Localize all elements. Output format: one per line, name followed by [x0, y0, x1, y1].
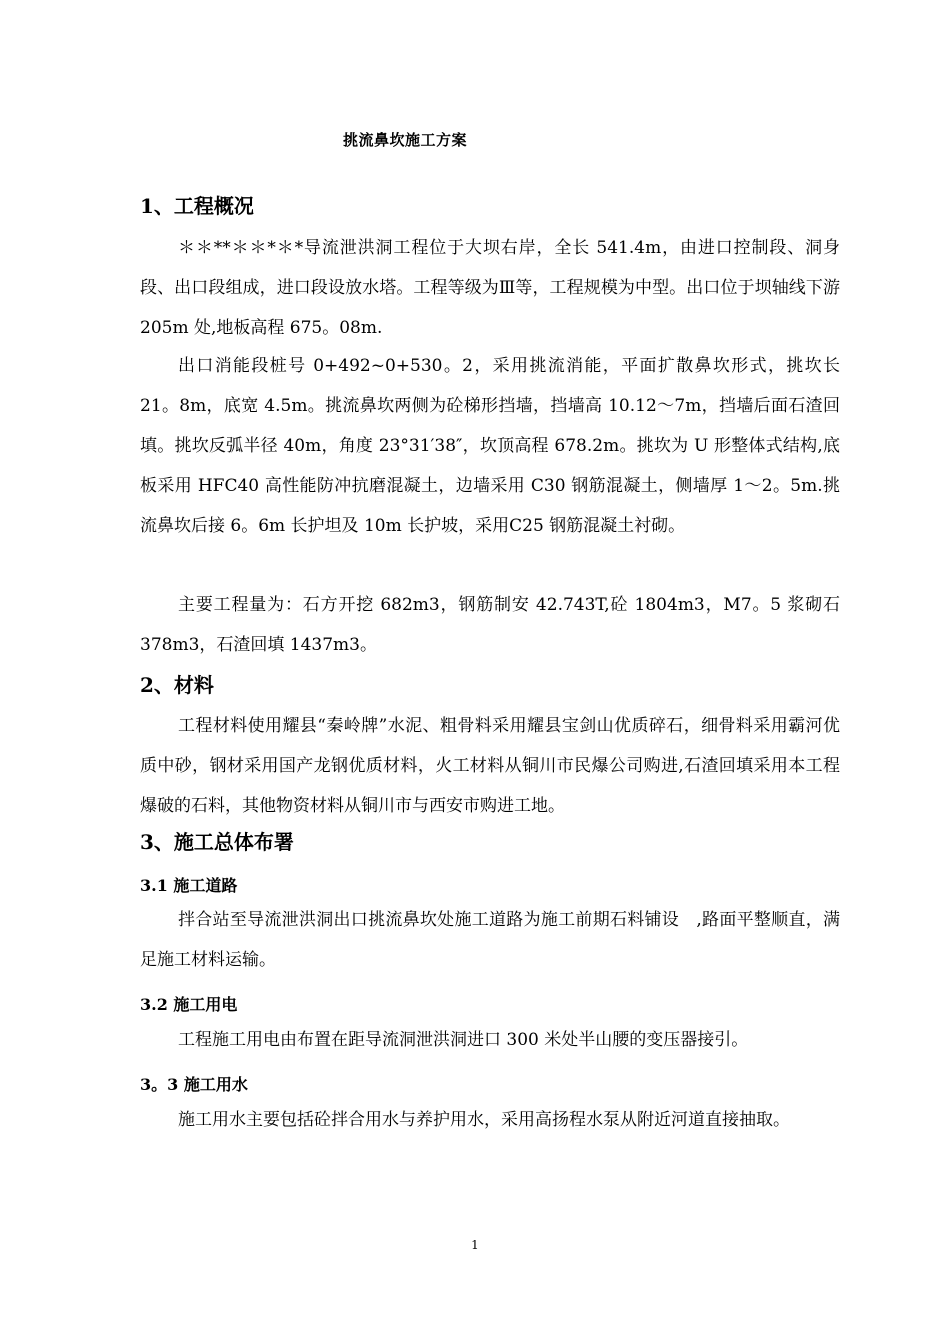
document-title: 挑流鼻坎施工方案 [343, 131, 468, 149]
paragraph-overview-3: 主要工程量为：石方开挖 682m3，钢筋制安 42.743T,砼 1804m3，M7。5 浆砌石 378m3，石渣回填 1437m3。 [140, 595, 840, 655]
subsection-heading-water: 3。3 施工用水 [140, 1075, 248, 1094]
paragraph-water: 施工用水主要包括砼拌合用水与养护用水，采用高扬程水泵从附近河道直接抽取。 [178, 1110, 790, 1130]
paragraph-overview-2: 出口消能段桩号 0+492~0+530。2，采用挑流消能，平面扩散鼻坎形式，挑坎长 21。8m，底宽 4.5m。挑流鼻坎两侧为砼梯形挡墙，挡墙高 10.12～7m，挡墙后面石渣回填。挑坎反弧半径 40m，角度 23°31′38″，坎顶高程 678.2m。挑坎为 U 形整体式结构,底板采用 HFC40 高性能防冲抗磨混凝土，边墙采用 C30 钢筋混凝土，侧墙厚 1～2。5m.挑流鼻坎后接 6。6m 长护坦及 10m 长护坡，采用C25 钢筋混凝土衬砌。 [140, 356, 840, 536]
paragraph-materials: 工程材料使用耀县“秦岭牌”水泥、粗骨料采用耀县宝剑山优质碎石，细骨料采用霸河优质中砂，钢材采用国产龙钢优质材料，火工材料从铜川市民爆公司购进,石渣回填采用本工程爆破的石料，其他物资材料从铜川市与西安市购进工地。 [140, 716, 840, 816]
section-heading-layout: 3、施工总体布署 [140, 830, 294, 854]
paragraph-power: 工程施工用电由布置在距导流洞泄洪洞进口 300 米处半山腰的变压器接引。 [178, 1030, 749, 1050]
subsection-heading-power: 3.2 施工用电 [140, 995, 238, 1014]
section-heading-overview: 1、工程概况 [140, 194, 254, 218]
paragraph-roads: 拌合站至导流泄洪洞出口挑流鼻坎处施工道路为施工前期石料铺设 ,路面平整顺直，满足施工材料运输。 [140, 910, 840, 970]
page-number: 1 [471, 1238, 479, 1252]
paragraph-overview-1: ＊＊**＊＊*＊*导流泄洪洞工程位于大坝右岸，全长 541.4m，由进口控制段、洞身段、出口段组成，进口段设放水塔。工程等级为Ⅲ等，工程规模为中型。出口位于坝轴线下游 205m 处,地板高程 675。08m. [140, 238, 840, 338]
section-heading-materials: 2、材料 [140, 673, 214, 697]
subsection-heading-roads: 3.1 施工道路 [140, 876, 238, 895]
